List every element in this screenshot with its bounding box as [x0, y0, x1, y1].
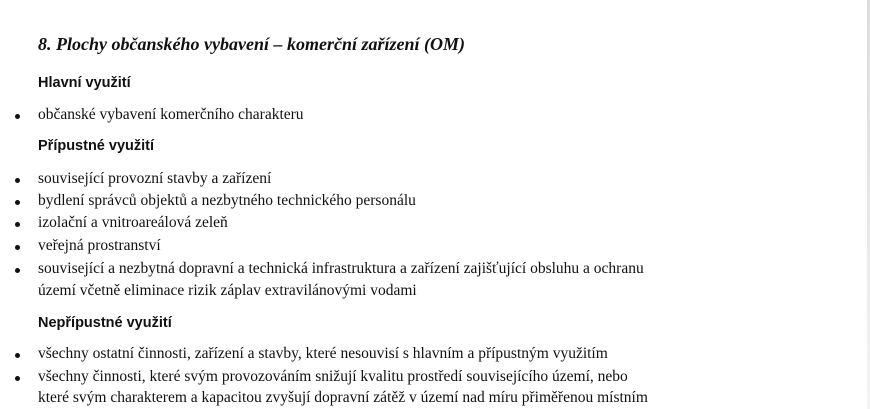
list-item-text: veřejná prostranství — [38, 237, 161, 254]
bullet-icon — [10, 235, 24, 256]
list-item-text: izolační a vnitroareálová zeleň — [38, 214, 228, 231]
bullet-icon — [10, 168, 24, 189]
list-item-text: související provozní stavby a zařízení — [38, 170, 272, 187]
list-item-text: všechny činnosti, které svým provozováním snižují kvalitu prostředí souvisejícího území, nebo — [38, 368, 628, 385]
list-item-text: související a nezbytná dopravní a technická infrastruktura a zařízení zajišťující obsluhu a ochranu — [38, 260, 644, 277]
bullet-icon — [10, 343, 24, 364]
bullet-icon — [10, 212, 24, 233]
main-use-heading: Hlavní využití — [38, 75, 131, 91]
bullet-icon — [10, 104, 24, 125]
list-item-text: které svým charakterem a kapacitou zvyšují dopravní zátěž v území nad míru přiměřenou místním — [38, 389, 648, 406]
list-item-text: bydlení správců objektů a nezbytného technického personálu — [38, 192, 416, 209]
section-title: 8. Plochy občanského vybavení – komerční zařízení (OM) — [38, 34, 465, 54]
list-item-text: občanské vybavení komerčního charakteru — [38, 106, 304, 123]
prohibited-use-heading: Nepřípustné využití — [38, 315, 172, 331]
list-item-text: všechny ostatní činnosti, zařízení a stavby, které nesouvisí s hlavním a přípustným využitím — [38, 345, 608, 362]
bullet-icon — [10, 190, 24, 211]
bullet-icon — [10, 366, 24, 387]
bullet-icon — [10, 258, 24, 279]
permitted-use-heading: Přípustné využití — [38, 138, 155, 154]
list-item-text: území včetně eliminace rizik záplav extravilánovými vodami — [38, 282, 417, 299]
